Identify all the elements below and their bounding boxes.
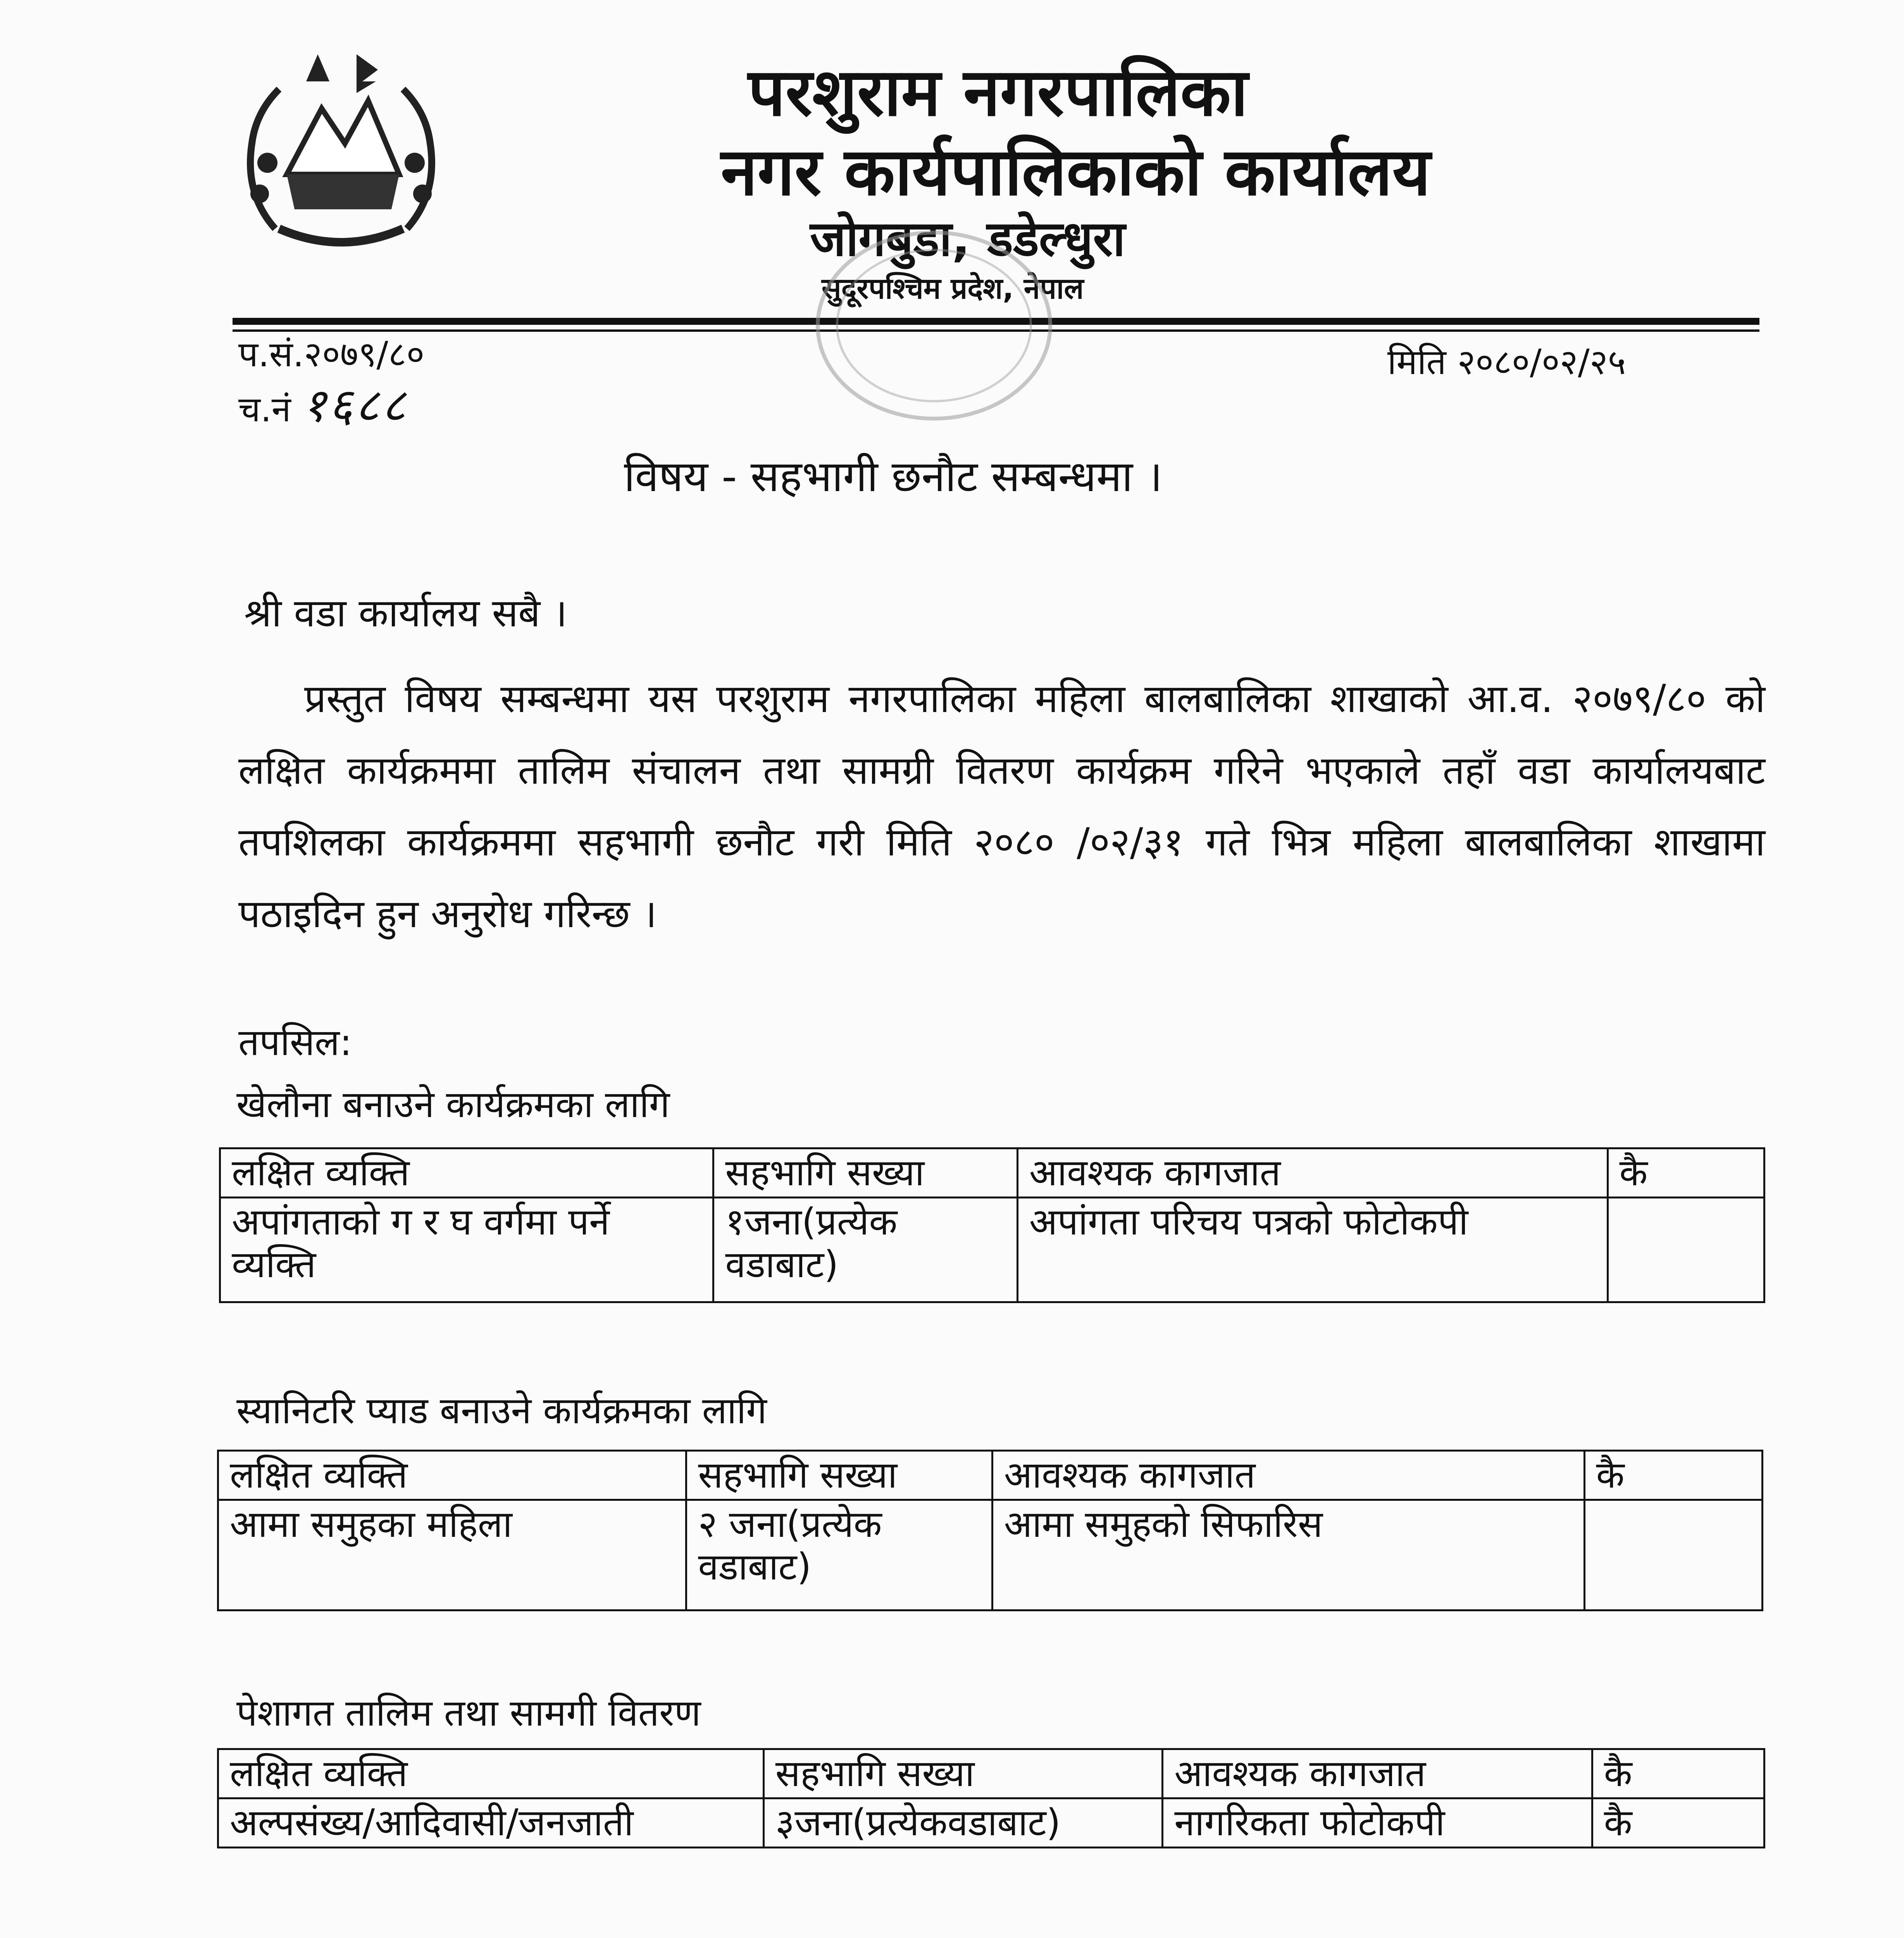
letter-body: प्रस्तुत विषय सम्बन्धमा यस परशुराम नगरपालिका महिला बालबालिका शाखाको आ.व. २०७९/८० को लक्षित कार्यक्रममा तालिम संचालन तथा सामग्री वितरण कार्यक्रम गरिने भएकाले तहाँ वडा कार्यालयबाट तपशिलका कार्यक्रममा सहभागी छनौट गरी मिति २०८० /०२/३१ गते भित्र महिला बालबालिका शाखामा पठाइदिन हुन अनुरोध गरिन्छ ।	[238, 676, 1765, 936]
table-row	[218, 1500, 1763, 1610]
header-required-documents: आवश्यक कागजात	[992, 1451, 1584, 1500]
table-header-row	[218, 1451, 1763, 1500]
salutation: श्री वडा कार्यालय सबै ।	[244, 590, 567, 636]
cell-participant-count: २ जना(प्रत्येक वडाबाट)	[686, 1500, 992, 1610]
letter-subject: विषय - सहभागी छनौट सम्बन्धमा ।	[624, 452, 1163, 501]
letter-date-row	[1387, 337, 1626, 384]
header-remarks: कै	[1608, 1148, 1764, 1198]
cell-participant-count: १जना(प्रत्येक वडाबाट)	[713, 1198, 1017, 1302]
cell-target-person: आमा समुहका महिला	[218, 1500, 686, 1610]
cell-target-person: अल्पसंख्य/आदिवासी/जनजाती	[218, 1798, 764, 1848]
organization-name: परशुराम नगरपालिका	[748, 54, 1248, 131]
section-title-toy-making: खेलौना बनाउने कार्यक्रमका लागि	[236, 1083, 670, 1126]
header-remarks: कै	[1592, 1749, 1764, 1798]
header-target-person: लक्षित व्यक्ति	[218, 1749, 764, 1798]
header-required-documents: आवश्यक कागजात	[1017, 1148, 1608, 1198]
reference-number: प.सं.२०७९/८०	[238, 334, 425, 375]
header-participant-count: सहभागि सख्या	[686, 1451, 992, 1500]
cell-required-documents: आमा समुहको सिफारिस	[992, 1500, 1584, 1610]
cell-remarks	[1608, 1198, 1764, 1302]
cell-participant-count: ३जना(प्रत्येकवडाबाट)	[763, 1798, 1162, 1848]
table-row	[218, 1798, 1764, 1848]
table-toy-making	[219, 1147, 1765, 1303]
cell-remarks	[1584, 1500, 1762, 1610]
cell-target-person: अपांगताको ग र घ वर्गमा पर्ने व्यक्ति	[220, 1198, 713, 1302]
date-label: मिति	[1387, 342, 1446, 383]
header-participant-count: सहभागि सख्या	[763, 1749, 1162, 1798]
table-row	[220, 1198, 1764, 1302]
table-header-row	[220, 1148, 1764, 1198]
header-target-person: लक्षित व्यक्ति	[218, 1451, 686, 1500]
dispatch-number: १६८८	[302, 379, 408, 433]
cell-required-documents: नागरिकता फोटोकपी	[1163, 1798, 1592, 1848]
office-stamp	[798, 217, 1070, 434]
section-title-vocational-training: पेशागत तालिम तथा सामगी वितरण	[236, 1692, 701, 1735]
table-header-row	[218, 1749, 1764, 1798]
cell-remarks: कै	[1592, 1798, 1764, 1848]
nepal-emblem-logo	[229, 47, 453, 264]
header-participant-count: सहभागि सख्या	[713, 1148, 1017, 1198]
office-name: नगर कार्यपालिकाको कार्यालय	[721, 134, 1431, 210]
province-country: सुदूरपश्चिम प्रदेश, नेपाल	[822, 271, 1084, 305]
header-required-documents: आवश्यक कागजात	[1163, 1749, 1592, 1798]
annex-label: तपसिल:	[238, 1021, 352, 1064]
table-sanitary-pad	[217, 1450, 1763, 1611]
letter-date: २०८०/०२/२५	[1457, 342, 1626, 383]
header-remarks: कै	[1584, 1451, 1762, 1500]
section-title-sanitary-pad: स्यानिटरि प्याड बनाउने कार्यक्रमका लागि	[236, 1390, 767, 1432]
office-address: जोगबुडा, डडेल्धुरा	[810, 211, 1125, 267]
table-vocational-training	[217, 1748, 1765, 1848]
cell-required-documents: अपांगता परिचय पत्रको फोटोकपी	[1017, 1198, 1608, 1302]
dispatch-label: च.नं	[238, 389, 291, 430]
dispatch-number-row	[238, 372, 408, 435]
header-target-person: लक्षित व्यक्ति	[220, 1148, 713, 1198]
